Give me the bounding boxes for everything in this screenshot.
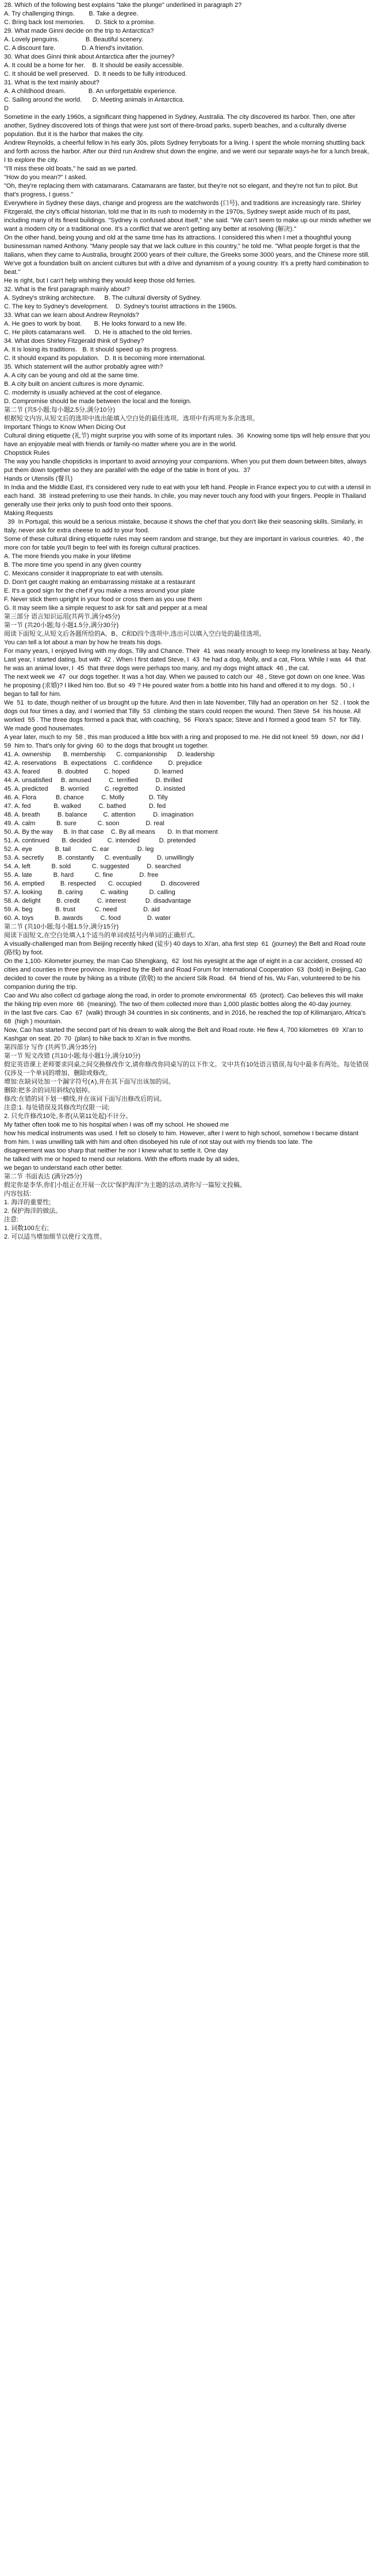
- text-line: C. It should be well preserved. D. It needs to be fully introduced.: [4, 71, 187, 78]
- text-line: 34. What does Shirley Fitzgerald think of Sydney?: [4, 338, 144, 345]
- text-line: 假定你是李华,你们小组正在开展一次以"保护海洋"为主题的活动,请你写一篇短文投稿。: [4, 1182, 246, 1189]
- text-line: 32. What is the first paragraph mainly about?: [4, 286, 130, 293]
- text-line: Cao and Wu also collect cd garbage along the road, in order to promote environmental 65 (protect). Cao believes this will make the hiking trip even more 66 (meaning). The two of them collected more than 1,000 plastic bottles along the 40-day journey.: [4, 992, 365, 1008]
- text-line: 第一节 短文改错 (共10小题;每小题1分,满分10分): [4, 1053, 141, 1059]
- text-line: A. A city can be young and old at the same time.: [4, 372, 139, 379]
- text-line: 49. A. calm B. sure C. soon D. real: [4, 820, 164, 827]
- text-line: 2. 可以适当增加细节以使行文连贯。: [4, 1233, 106, 1240]
- text-line: 41. A. ownership B. membership C. companionship D. leadership: [4, 751, 215, 758]
- text-line: C. It should expand its population. D. It is becoming more international.: [4, 355, 206, 362]
- text-line: 第二节 书面表达 (满分25分): [4, 1173, 82, 1180]
- text-line: C. Sailing around the world. D. Meeting animals in Antarctica.: [4, 96, 185, 103]
- text-line: He is right, but I can't help wishing they would keep those old ferries.: [4, 277, 196, 284]
- text-line: D. Don't get caught making an embarrassing mistake at a restaurant: [4, 579, 195, 586]
- text-line: C. Mexicans consider it inappropriate to eat with utensils.: [4, 570, 164, 577]
- text-line: Some of these cultural dining etiquette rules may seem random and strange, but they are important in various countries. 40 , the more con for table you'll begin to feel with its foreign cultural practices.: [4, 536, 366, 551]
- text-line: B. A city built on ancient cultures is more dynamic.: [4, 381, 144, 388]
- text-line: 第四部分 写作 (共两节,满分35分): [4, 1044, 97, 1051]
- text-line: On the 1,100- Kilometer journey, the man Cao Shengkang, 62 lost his eyesight at the age of eight in a car accident, crossed 40 cities and counties in three province. Inspired by the Belt and Road Forum for International Cooperation 63 (bold) in Beijing, Cao decided to cover the route by hiking as a tribute (致敬) to the ancient Silk Road. 64 friend of his, Wu Fan, volunteered to be his companion during the trip.: [4, 958, 368, 991]
- text-line: For many years, I enjoyed living with my dogs, Tilly and Chance. Their 41 was nearly enough to keep my loneliness at bay. Nearly. Last year, I started dating, but with 42 . When I first dated Steve, I 43 he had a dog, Molly, and a cat, Flora. While I was 44 that he was an animal lover, I 45 that three dogs were perhaps too many, and my dogs might attack 46 , the cat.: [4, 648, 373, 672]
- text-line: A visually-challenged man from Beijing recently hiked (徒步) 40 days to Xi'an, aha first step 61 (journey) the Belt and Road route (路线) by foot.: [4, 941, 367, 956]
- text-line: 56. A. emptied B. respected C. occupied D. discovered: [4, 880, 199, 887]
- text-line: In India and the Middle East, it's considered very rude to eat with your left hand. People in France expect you to cut with a utensil in each hand. 38 instead preferring to use their hands. In chile, you may never touch any food with your fingers. People in Thailand generally use their jerks only to push food onto their spoons.: [4, 484, 373, 508]
- text-line: 60. A. toys B. awards C. food D. water: [4, 915, 171, 922]
- text-line: 55. A. late B. hard C. fine D. free: [4, 872, 159, 879]
- text-line: F. Never stick them upright in your food or cross them as you use them: [4, 596, 202, 603]
- text-line: Cultural dining etiquette (礼节) might surprise you with some of its important rules. 36 Knowing some tips will help ensure that you have an enjoyable meal with friends or family-no matter where you are in the world.: [4, 432, 372, 448]
- text-line: 阅读下面短文,在空白处填入1个适当的单词或括号内单词的正确形式。: [4, 932, 199, 939]
- text-line: 45. A. predicted B. worried C. regretted D. insisted: [4, 786, 185, 792]
- text-line: 50. A. By the way B. In that case C. By all means D. In that moment: [4, 829, 218, 836]
- text-line: Everywhere in Sydney these days, change and progress are the watchwords (口号), and traditions are increasingly rare. Shirley Fitzgerald, the city's official historian, told me that in its rush to modernity in the 1970s, Sydney swept aside much of its past, including many of its finest buildings. "Sydney is confused about itself," she said. "We can't seem to make up our minds whether we want a modern city or a traditional one. It's a conflict that we aren't getting any better at resolving (解决).": [4, 200, 373, 233]
- text-line: 31. What is the text mainly about?: [4, 79, 99, 86]
- text-line: 52. A. eye B. tail C. ear D. leg: [4, 846, 154, 853]
- text-line: we began to understand each other better.: [4, 1165, 123, 1171]
- text-line: The next week we 47 our dogs together. It was a hot day. When we paused to catch our 48 , Steve got down on one knee. Was he proposing (求婚)? I liked him too. But so 49 ? He poured water from a bottle into his hand and offered it to my dogs. 50 , I began to fall for him.: [4, 674, 367, 698]
- text-line: 54. A. left B. sold C. suggested D. searched: [4, 863, 181, 870]
- text-line: 第二节 (共5小题;每小题2.5分,满分10分): [4, 407, 116, 413]
- text-line: "Oh, they're replacing them with catamarans. Catamarans are faster, but they're not so elegant, and they're not fun to pilot. But that's progress, I guess.": [4, 183, 359, 198]
- text-line: B. The more time you spend in any given country: [4, 562, 141, 568]
- text-line: 58. A. delight B. credit C. interest D. disadvantage: [4, 898, 191, 904]
- text-line: 33. What can we learn about Andrew Reynolds?: [4, 312, 139, 319]
- text-line: 内容包括:: [4, 1190, 32, 1197]
- text-line: 删除:把多余的词用斜线(\)划掉。: [4, 1087, 94, 1094]
- text-line: 注意:1. 每处错误及其修改均仅限一词;: [4, 1104, 110, 1111]
- text-line: D: [4, 105, 9, 112]
- text-line: 增加:在缺词处加一个漏字符号(∧),并在其下面写出该加的词。: [4, 1078, 175, 1085]
- text-line: 1. 词数100左右;: [4, 1225, 49, 1232]
- text-line: he talked with me or hoped to mend our relations. With the efforts made by all sides,: [4, 1156, 240, 1163]
- text-line: In the last five cars. Cao 67 (walk) through 34 countries in six continents, and in 2016, he reached the top of Kilimanjaro, Africa's 68 (high ) mountain.: [4, 1009, 369, 1025]
- text-line: 44. A. unsatisfied B. amused C. terrified D. thrilled: [4, 777, 182, 784]
- text-line: A. A childhood dream. B. An unforgettable experience.: [4, 88, 177, 95]
- text-line: On the other hand, being young and old at the same time has its attractions. I considered this when I met a thoughtful young businessman named Anthony. "Many people say that we lack culture in this country," he told me. "What people forget is that the Italians, when they came to Australia, brought 2000 years of their culture, the Greeks some 3000 years, and the Chinese more still. We've got a foundation built on ancient cultures but with a drive and dynamism of a young country. It's a pretty hard combination to beat.": [4, 234, 371, 276]
- text-line: 30. What does Ginni think about Antarctica after the journey?: [4, 53, 175, 60]
- text-line: 根据短文内容,从短文后的选项中选出能填入空白处的最佳选项。选项中有两项为多余选项。: [4, 415, 259, 422]
- text-line: Hands or Utensils (餐具): [4, 475, 73, 482]
- text-line: A year later, much to my 58 , this man produced a little box with a ring and proposed to me. He did not kneel 59 down, nor did I 59 him to. That's only for giving 60 to the dogs that brought us together.: [4, 734, 367, 749]
- text-line: disagreement was too sharp that neither he nor I knew what to settle it. One day: [4, 1147, 228, 1154]
- text-line: 51. A. continued B. decided C. intended D. pretended: [4, 837, 196, 844]
- text-line: 46. A. Flora B. chance C. Molly D. Tilly: [4, 794, 168, 801]
- text-line: 注意:: [4, 1216, 19, 1223]
- text-line: 第一节 (共20小题;每小题1.5分,满分30分): [4, 622, 119, 629]
- text-line: A. He goes to work by boat. B. He looks forward to a new life.: [4, 320, 187, 327]
- text-line: 假定英语课上老师要求同桌之间交换修改作文,请你修改你同桌写的以下作文。文中共有10处语言错误,每句中最多有两处。每处错误仅涉及一个单词的增加、删除或修改。: [4, 1061, 369, 1077]
- text-line: A. Sydney's striking architecture. B. The cultural diversity of Sydney.: [4, 295, 201, 301]
- text-line: 42. A. reservations B. expectations C. confidence D. prejudice: [4, 760, 202, 767]
- text-line: 39 In Portugal, this would be a serious mistake, because it shows the chef that you don't like their seasoning skills. Similarly, in Italy, never ask for extra cheese to add to your food.: [4, 519, 365, 534]
- text-line: A. Lovely penguins. B. Beautiful scenery.: [4, 36, 143, 43]
- text-line: how his medical instruments was used. I felt so closely to him. However, after I went to high school, somehow I became distant from him. I was unwilling talk with him and often disobeyed his rule of not stay out with my friends too late. The: [4, 1130, 360, 1146]
- text-line: 48. A. breath B. balance C. attention D. imagination: [4, 811, 194, 818]
- text-line: 1. 海洋的重要性;: [4, 1199, 51, 1206]
- text-line: 阅读下面短文,从短文后各题所给的A、B、C和D四个选项中,选出可以填入空白处的最佳选项。: [4, 631, 266, 637]
- text-line: G. It may seem like a simple request to ask for salt and pepper at a meal: [4, 605, 208, 612]
- text-line: 57. A. looking B. caring C. waiting D. calling: [4, 889, 175, 896]
- text-line: C. Bring back lost memories. D. Stick to a promise.: [4, 19, 156, 26]
- text-line: C. The key to Sydney's development. D. Sydney's tourist attractions in the 1960s.: [4, 303, 237, 310]
- exam-document: [0, 0, 376, 1245]
- text-line: 第三部分 语言知识运用(共两节,满分45分): [4, 613, 120, 620]
- text-line: 43. A. feared B. doubted C. hoped D. learned: [4, 768, 183, 775]
- text-line: A. It could be a home for her. B. It should be easily accessible.: [4, 62, 184, 69]
- text-line: C. He pilots catamarans well. D. He is attached to the old ferries.: [4, 329, 193, 336]
- text-line: "I'll miss these old boats," he said as we parted.: [4, 165, 137, 172]
- text-line: We 51 to date, though neither of us brought up the future. And then in late November, Tilly had an operation on her 52 . I took the dogs out four times a day, and I worried that Tilly 53 climbing the stairs could reopen the wound. Then Steve 54 his house. All worked 55 . The three dogs formed a pack that, with coaching, 56 Flora's space; Steve and I formed a good team 57 for Tilly. We made good housemates.: [4, 699, 371, 732]
- text-line: 53. A. secretly B. constantly C. eventually D. unwillingly: [4, 854, 194, 861]
- text-line: 47. A. fed B. walked C. bathed D. fed: [4, 803, 166, 810]
- text-line: 2. 只允许修改10处,多者(从第11处起)不计分。: [4, 1113, 132, 1120]
- text-line: A. The more friends you make in your lifetime: [4, 553, 132, 560]
- text-line: 28. Which of the following best explains "take the plunge" underlined in paragraph 2?: [4, 2, 242, 9]
- text-line: The way you handle chopsticks is important to avoid annoying your companions. When you put them down between bites, always put them down together so they are parallel with the edge of the table in front of you. 37: [4, 458, 369, 474]
- text-line: Sometime in the early 1960s, a significant thing happened in Sydney, Australia. The city discovered its harbor. Then, one after another, Sydney discovered lots of things that were just sort of there-broad parks, superb beaches, and a culturally diverse population. But it is the harbor that makes the city.: [4, 114, 357, 138]
- text-line: 35. Which statement will the author probably agree with?: [4, 363, 163, 370]
- text-line: 29. What made Ginni decide on the trip to Antarctica?: [4, 28, 154, 34]
- text-line: E. It's a good sign for the chef if you make a mess around your plate: [4, 587, 195, 594]
- text-line: A. It is losing its traditions. B. It should speed up its progress.: [4, 346, 178, 353]
- text-line: Now, Cao has started the second part of his dream to walk along the Belt and Road route. He flew 4, 700 kilometres 69 Xi'an to Kashgar on seat. 20 70 (plan) to hike back to Xi'an in five months.: [4, 1027, 365, 1042]
- text-line: 2. 保护海洋的做法。: [4, 1208, 62, 1214]
- text-line: Making Requests: [4, 510, 53, 517]
- text-line: My father often took me to his hospital when I was off my school. He showed me: [4, 1121, 229, 1128]
- text-line: Andrew Reynolds, a cheerful fellow in his early 30s, pilots Sydney ferryboats for a living. I spent the whole morning shuttling back and forth across the harbor. After our third run Andrew shut down the engine, and we went our separate ways-he for a lunch break, I to explore the city.: [4, 140, 371, 164]
- text-line: "How do you mean?" I asked.: [4, 174, 87, 181]
- text-line: C. modernity is usually achieved at the cost of elegance.: [4, 389, 162, 396]
- text-line: 修改:在错的词下划一横线,并在该词下面写出修改后的词。: [4, 1096, 166, 1103]
- text-line: You can tell a lot about a man by how he treats his dogs.: [4, 639, 163, 646]
- text-line: Important Things to Know When Dicing Out: [4, 424, 126, 431]
- text-line: C. A discount fare. D. A friend's invitation.: [4, 45, 144, 52]
- text-line: 59. A. beg B. trust C. need D. aid: [4, 906, 160, 913]
- text-line: D. Compromise should be made between the local and the foreign.: [4, 398, 191, 405]
- text-line: Chopstick Rules: [4, 450, 50, 457]
- text-line: A. Try challenging things. B. Take a degree.: [4, 10, 139, 17]
- text-line: 第二节 (共10小题;每小题1.5分,满分15分): [4, 923, 119, 930]
